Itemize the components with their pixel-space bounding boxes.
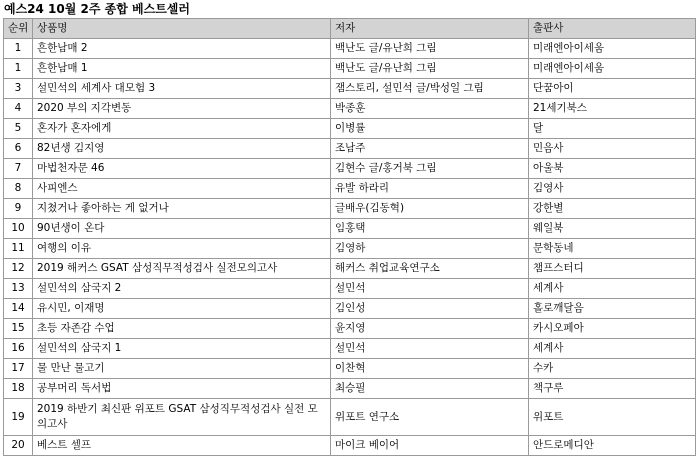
rank-cell: 7 [4, 159, 33, 179]
author-cell: 설민석 [331, 279, 529, 299]
title-cell: 베스트 셀프 [33, 436, 331, 456]
table-row [4, 199, 696, 219]
table-row [4, 39, 696, 59]
publisher-cell: 강한별 [529, 199, 696, 219]
rank-cell: 13 [4, 279, 33, 299]
publisher-cell: 안드로메디안 [529, 436, 696, 456]
rank-cell: 14 [4, 299, 33, 319]
publisher-cell: 민음사 [529, 139, 696, 159]
publisher-cell: 홀로깨달음 [529, 299, 696, 319]
header-author: 저자 [331, 19, 529, 39]
title-cell: 2019 하반기 최신판 위포트 GSAT 삼성직무적성검사 실전 모의고사 [33, 399, 331, 436]
header-title: 상품명 [33, 19, 331, 39]
publisher-cell: 세계사 [529, 279, 696, 299]
title-cell: 설민석의 세계사 대모험 3 [33, 79, 331, 99]
table-row [4, 79, 696, 99]
rank-cell: 4 [4, 99, 33, 119]
publisher-cell: 달 [529, 119, 696, 139]
table-row [4, 119, 696, 139]
author-cell: 설민석 [331, 339, 529, 359]
rank-cell: 10 [4, 219, 33, 239]
table-header-row [4, 19, 696, 39]
publisher-cell: 아울북 [529, 159, 696, 179]
author-cell: 김인성 [331, 299, 529, 319]
rank-cell: 16 [4, 339, 33, 359]
title-cell: 물 만난 물고기 [33, 359, 331, 379]
title-cell: 여행의 이유 [33, 239, 331, 259]
title-cell: 설민석의 삼국지 2 [33, 279, 331, 299]
rank-cell: 20 [4, 436, 33, 456]
publisher-cell: 미래엔아이세움 [529, 59, 696, 79]
table-row [4, 436, 696, 456]
rank-cell: 19 [4, 399, 33, 436]
publisher-cell: 21세기북스 [529, 99, 696, 119]
table-row [4, 359, 696, 379]
publisher-cell: 세계사 [529, 339, 696, 359]
page-title: 예스24 10월 2주 종합 베스트셀러 [4, 2, 190, 16]
table-row [4, 379, 696, 399]
title-cell: 혼자가 혼자에게 [33, 119, 331, 139]
rank-cell: 9 [4, 199, 33, 219]
table-row [4, 59, 696, 79]
title-cell: 공부머리 독서법 [33, 379, 331, 399]
title-cell: 82년생 김지영 [33, 139, 331, 159]
author-cell: 박종훈 [331, 99, 529, 119]
bestseller-table [3, 18, 696, 456]
rank-cell: 6 [4, 139, 33, 159]
author-cell: 김현수 글/홍거북 그림 [331, 159, 529, 179]
publisher-cell: 문학동네 [529, 239, 696, 259]
title-cell: 사피엔스 [33, 179, 331, 199]
table-row [4, 339, 696, 359]
publisher-cell: 카시오페아 [529, 319, 696, 339]
table-row [4, 179, 696, 199]
author-cell: 이병률 [331, 119, 529, 139]
author-cell: 잼스토리, 설민석 글/박성일 그림 [331, 79, 529, 99]
title-cell: 흔한남매 2 [33, 39, 331, 59]
title-cell: 마법천자문 46 [33, 159, 331, 179]
title-cell: 지쳤거나 좋아하는 게 없거나 [33, 199, 331, 219]
rank-cell: 3 [4, 79, 33, 99]
header-rank: 순위 [4, 19, 33, 39]
rank-cell: 15 [4, 319, 33, 339]
author-cell: 백난도 글/유난희 그림 [331, 39, 529, 59]
author-cell: 위포트 연구소 [331, 399, 529, 436]
author-cell: 글배우(김동혁) [331, 199, 529, 219]
header-publisher: 출판사 [529, 19, 696, 39]
rank-cell: 1 [4, 39, 33, 59]
table-row [4, 319, 696, 339]
publisher-cell: 웨일북 [529, 219, 696, 239]
title-cell: 설민석의 삼국지 1 [33, 339, 331, 359]
table-row [4, 239, 696, 259]
publisher-cell: 단꿈아이 [529, 79, 696, 99]
title-cell: 2020 부의 지각변동 [33, 99, 331, 119]
rank-cell: 5 [4, 119, 33, 139]
table-row [4, 99, 696, 119]
table-row [4, 279, 696, 299]
rank-cell: 8 [4, 179, 33, 199]
publisher-cell: 위포트 [529, 399, 696, 436]
publisher-cell: 책구루 [529, 379, 696, 399]
title-cell: 유시민, 이재명 [33, 299, 331, 319]
table-row [4, 399, 696, 436]
author-cell: 최승필 [331, 379, 529, 399]
publisher-cell: 수카 [529, 359, 696, 379]
publisher-cell: 챔프스터디 [529, 259, 696, 279]
title-cell: 90년생이 온다 [33, 219, 331, 239]
publisher-cell: 미래엔아이세움 [529, 39, 696, 59]
author-cell: 백난도 글/유난희 그림 [331, 59, 529, 79]
title-cell: 흔한남매 1 [33, 59, 331, 79]
rank-cell: 12 [4, 259, 33, 279]
rank-cell: 1 [4, 59, 33, 79]
publisher-cell: 김영사 [529, 179, 696, 199]
table-row [4, 259, 696, 279]
author-cell: 유발 하라리 [331, 179, 529, 199]
author-cell: 조남주 [331, 139, 529, 159]
author-cell: 임홍택 [331, 219, 529, 239]
author-cell: 마이크 베이어 [331, 436, 529, 456]
title-cell: 2019 해커스 GSAT 삼성직무적성검사 실전모의고사 [33, 259, 331, 279]
author-cell: 이찬혁 [331, 359, 529, 379]
table-row [4, 139, 696, 159]
table-row [4, 159, 696, 179]
table-row [4, 219, 696, 239]
rank-cell: 11 [4, 239, 33, 259]
rank-cell: 18 [4, 379, 33, 399]
title-cell: 초등 자존감 수업 [33, 319, 331, 339]
rank-cell: 17 [4, 359, 33, 379]
author-cell: 김영하 [331, 239, 529, 259]
author-cell: 해커스 취업교육연구소 [331, 259, 529, 279]
table-row [4, 299, 696, 319]
author-cell: 윤지영 [331, 319, 529, 339]
